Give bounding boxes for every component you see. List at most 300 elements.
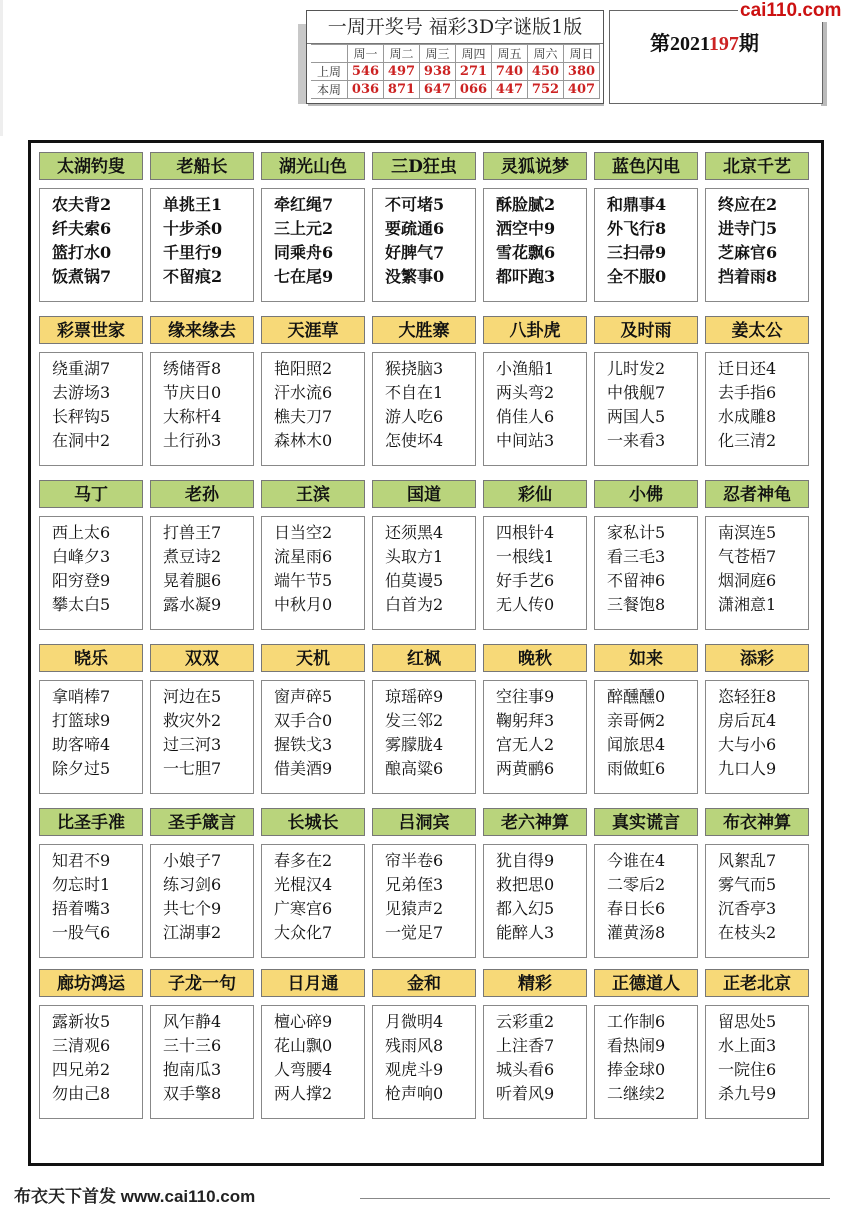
riddle-author: 蓝色闪电 (594, 152, 698, 180)
riddle-cell (705, 808, 809, 942)
riddle-author: 廊坊鸿运 (39, 969, 143, 997)
riddle-line: 共七个9 (163, 899, 222, 918)
riddle-line: 看三毛3 (607, 547, 666, 566)
riddle-author: 北京千艺 (705, 152, 809, 180)
riddle-cell (261, 316, 365, 450)
riddle-author: 晓乐 (39, 644, 143, 672)
riddle-author: 八卦虎 (483, 316, 587, 344)
riddle-line: 纤夫索6 (52, 219, 112, 238)
riddle-line: 中俄舰7 (607, 383, 666, 402)
riddle-body (372, 352, 476, 466)
draw-number: 036 (348, 81, 384, 99)
riddle-line: 芝麻官6 (718, 243, 778, 262)
riddle-line: 双手合0 (274, 711, 333, 730)
riddle-line: 大称杆4 (163, 407, 222, 426)
riddle-line: 抱南瓜3 (163, 1060, 222, 1079)
riddle-line: 过三河3 (163, 735, 222, 754)
riddle-cell (150, 152, 254, 286)
riddle-author: 比圣手准 (39, 808, 143, 836)
riddle-author: 老孙 (150, 480, 254, 508)
riddle-author: 小佛 (594, 480, 698, 508)
riddle-line: 帘半卷6 (385, 851, 444, 870)
riddle-line: 化三清2 (718, 431, 777, 450)
riddle-line: 气苍梧7 (718, 547, 777, 566)
riddle-line: 广寒宫6 (274, 899, 333, 918)
riddle-line: 风乍静4 (163, 1012, 222, 1031)
riddle-cell (261, 480, 365, 614)
riddle-line: 家私计5 (607, 523, 666, 542)
riddle-cell (150, 480, 254, 614)
riddle-author: 姜太公 (705, 316, 809, 344)
riddle-line: 流星雨6 (274, 547, 333, 566)
draw-number: 271 (456, 63, 492, 81)
riddle-line: 南溟连5 (718, 523, 777, 542)
riddle-line: 攀太白5 (52, 595, 111, 614)
riddle-cell (39, 644, 143, 778)
riddle-body (39, 516, 143, 630)
header-shadow (298, 24, 306, 104)
riddle-author: 老六神算 (483, 808, 587, 836)
riddle-line: 露水凝9 (163, 595, 222, 614)
riddle-body (261, 844, 365, 958)
riddle-line: 艳阳照2 (274, 359, 333, 378)
riddle-line: 双手擎8 (163, 1084, 222, 1103)
riddle-cell (372, 316, 476, 450)
this-week-row (311, 81, 600, 99)
riddle-line: 烟洞庭6 (718, 571, 777, 590)
riddle-body (261, 680, 365, 794)
riddle-body (39, 188, 143, 302)
riddle-line: 打篮球9 (52, 711, 111, 730)
riddle-line: 进寺门5 (718, 219, 778, 238)
riddle-line: 能醉人3 (496, 923, 555, 942)
riddle-line: 迁日还4 (718, 359, 777, 378)
riddle-line: 两国人5 (607, 407, 666, 426)
riddle-line: 晃着腿6 (163, 571, 222, 590)
riddle-line: 河边在5 (163, 687, 222, 706)
draw-number: 497 (384, 63, 420, 81)
riddle-line: 上注香7 (496, 1036, 555, 1055)
riddle-cell (372, 969, 476, 1103)
riddle-line: 三餐饱8 (607, 595, 666, 614)
riddle-line: 不留痕2 (163, 267, 223, 286)
riddle-line: 煮豆诗2 (163, 547, 222, 566)
riddle-line: 花山飘0 (274, 1036, 333, 1055)
riddle-line: 在洞中2 (52, 431, 111, 450)
riddle-cell (372, 808, 476, 942)
riddle-line: 单挑王1 (163, 195, 223, 214)
riddle-line: 白峰夕3 (52, 547, 111, 566)
riddle-author: 彩仙 (483, 480, 587, 508)
riddle-author: 真实谎言 (594, 808, 698, 836)
riddle-cell (705, 316, 809, 450)
draw-number: 447 (492, 81, 528, 99)
riddle-line: 捂着嘴3 (52, 899, 111, 918)
riddle-line: 小娘子7 (163, 851, 222, 870)
draw-number: 871 (384, 81, 420, 99)
riddle-line: 三十三6 (163, 1036, 222, 1055)
riddle-body (483, 188, 587, 302)
issue-box (609, 10, 823, 104)
riddle-cell (150, 316, 254, 450)
riddle-line: 发三邻2 (385, 711, 444, 730)
riddle-line: 看热闹9 (607, 1036, 666, 1055)
riddle-author: 大胜寨 (372, 316, 476, 344)
day-label: 周六 (528, 45, 564, 63)
riddle-line: 捧金球0 (607, 1060, 666, 1079)
riddle-line: 七在尾9 (274, 267, 334, 286)
riddle-author: 长城长 (261, 808, 365, 836)
riddle-author: 天机 (261, 644, 365, 672)
riddle-author: 日月通 (261, 969, 365, 997)
riddle-body (594, 844, 698, 958)
riddle-line: 不留神6 (607, 571, 666, 590)
riddle-author: 红枫 (372, 644, 476, 672)
day-label: 周四 (456, 45, 492, 63)
riddle-cell (39, 480, 143, 614)
riddle-line: 猴挠脑3 (385, 359, 444, 378)
riddle-line: 二零后2 (607, 875, 666, 894)
riddle-line: 人弯腰4 (274, 1060, 333, 1079)
riddle-line: 饭煮锅7 (52, 267, 112, 286)
riddle-author: 及时雨 (594, 316, 698, 344)
riddle-body (594, 680, 698, 794)
draw-number: 407 (564, 81, 600, 99)
riddle-body (483, 1005, 587, 1119)
riddle-author: 灵狐说梦 (483, 152, 587, 180)
riddle-cell (705, 152, 809, 286)
riddle-line: 三清观6 (52, 1036, 111, 1055)
riddle-cell (705, 969, 809, 1103)
riddle-author: 添彩 (705, 644, 809, 672)
riddle-body (594, 188, 698, 302)
riddle-body (705, 1005, 809, 1119)
riddle-line: 犹自得9 (496, 851, 555, 870)
riddle-line: 云彩重2 (496, 1012, 555, 1031)
day-label: 周一 (348, 45, 384, 63)
riddle-line: 洒空中9 (496, 219, 556, 238)
riddle-line: 雪花飘6 (496, 243, 556, 262)
riddle-body (150, 352, 254, 466)
riddle-author: 如来 (594, 644, 698, 672)
riddle-line: 宫无人2 (496, 735, 555, 754)
riddle-author: 精彩 (483, 969, 587, 997)
riddle-line: 练习剑6 (163, 875, 222, 894)
riddle-cell (483, 808, 587, 942)
riddle-author: 忍者神龟 (705, 480, 809, 508)
riddle-body (372, 844, 476, 958)
riddle-line: 四根针4 (496, 523, 555, 542)
riddle-line: 还须黑4 (385, 523, 444, 542)
riddle-body (705, 516, 809, 630)
riddle-cell (372, 644, 476, 778)
riddle-line: 恣轻狂8 (718, 687, 777, 706)
riddle-line: 森林木0 (274, 431, 333, 450)
riddle-line: 伯莫谩5 (385, 571, 444, 590)
riddle-line: 檀心碎9 (274, 1012, 333, 1031)
riddle-body (372, 516, 476, 630)
riddle-line: 灌黄汤8 (607, 923, 666, 942)
riddle-line: 窗声碎5 (274, 687, 333, 706)
riddle-line: 酥脸腻2 (496, 195, 556, 214)
riddle-author: 金和 (372, 969, 476, 997)
riddle-line: 一来看3 (607, 431, 666, 450)
riddle-line: 好手艺6 (496, 571, 555, 590)
riddle-line: 无人传0 (496, 595, 555, 614)
riddle-cell (483, 152, 587, 286)
riddle-line: 春日长6 (607, 899, 666, 918)
riddle-cell (483, 480, 587, 614)
riddle-cell (39, 969, 143, 1103)
riddle-cell (372, 480, 476, 614)
draw-number: 647 (420, 81, 456, 99)
riddle-line: 亲哥俩2 (607, 711, 666, 730)
riddle-author: 湖光山色 (261, 152, 365, 180)
riddle-line: 不自在1 (385, 383, 444, 402)
riddle-cell (150, 969, 254, 1103)
riddle-line: 除夕过5 (52, 759, 111, 778)
riddle-body (39, 844, 143, 958)
riddle-line: 大与小6 (718, 735, 777, 754)
riddle-line: 今谁在4 (607, 851, 666, 870)
riddle-body (705, 844, 809, 958)
riddle-cell (594, 644, 698, 778)
riddle-line: 房后瓦4 (718, 711, 777, 730)
riddle-line: 雾朦胧4 (385, 735, 444, 754)
riddle-body (483, 516, 587, 630)
riddle-line: 助客啼4 (52, 735, 111, 754)
riddle-author: 晚秋 (483, 644, 587, 672)
riddle-line: 怎使坏4 (385, 431, 444, 450)
riddle-body (150, 516, 254, 630)
draw-number: 752 (528, 81, 564, 99)
day-label: 周三 (420, 45, 456, 63)
riddle-cell (39, 316, 143, 450)
riddle-cell (150, 808, 254, 942)
riddle-line: 一股气6 (52, 923, 111, 942)
riddle-line: 残雨风8 (385, 1036, 444, 1055)
riddle-line: 俏佳人6 (496, 407, 555, 426)
riddle-line: 江湖事2 (163, 923, 222, 942)
riddle-author: 双双 (150, 644, 254, 672)
riddle-author: 老船长 (150, 152, 254, 180)
riddle-line: 雾气而5 (718, 875, 777, 894)
riddle-line: 一七胆7 (163, 759, 222, 778)
riddle-body (372, 188, 476, 302)
riddle-line: 头取方1 (385, 547, 444, 566)
riddle-line: 千里行9 (163, 243, 223, 262)
riddle-line: 全不服0 (607, 267, 667, 286)
riddle-cell (261, 808, 365, 942)
riddle-cell (483, 316, 587, 450)
riddle-line: 见猿声2 (385, 899, 444, 918)
draw-number: 066 (456, 81, 492, 99)
riddle-line: 都入幻5 (496, 899, 555, 918)
riddle-line: 大众化7 (274, 923, 333, 942)
riddle-line: 雨做虹6 (607, 759, 666, 778)
riddle-author: 王滨 (261, 480, 365, 508)
riddle-cell (594, 808, 698, 942)
draw-number: 546 (348, 63, 384, 81)
riddle-line: 游人吃6 (385, 407, 444, 426)
riddle-author: 正老北京 (705, 969, 809, 997)
last-week-row (311, 63, 600, 81)
riddle-body (372, 680, 476, 794)
riddle-author: 正德道人 (594, 969, 698, 997)
riddle-line: 空往事9 (496, 687, 555, 706)
riddle-cell (261, 152, 365, 286)
riddle-line: 沉香亭3 (718, 899, 777, 918)
riddle-line: 都吓跑3 (496, 267, 556, 286)
riddle-line: 同乘舟6 (274, 243, 334, 262)
riddle-author: 三D狂虫 (372, 152, 476, 180)
riddle-line: 听着风9 (496, 1084, 555, 1103)
riddle-line: 终应在2 (718, 195, 778, 214)
last-week-label: 上周 (311, 63, 348, 81)
riddle-body (150, 844, 254, 958)
riddle-body (594, 516, 698, 630)
riddle-cell (261, 644, 365, 778)
riddle-line: 风絮乱7 (718, 851, 777, 870)
riddle-cell (39, 808, 143, 942)
riddle-line: 打兽王7 (163, 523, 222, 542)
riddle-author: 太湖钓叟 (39, 152, 143, 180)
riddle-line: 日当空2 (274, 523, 333, 542)
riddle-line: 篮打水0 (52, 243, 112, 262)
riddle-line: 勿忘时1 (52, 875, 111, 894)
riddle-line: 知君不9 (52, 851, 111, 870)
riddle-line: 三扫帚9 (607, 243, 667, 262)
riddle-line: 两黄鹂6 (496, 759, 555, 778)
riddle-line: 去游场3 (52, 383, 111, 402)
riddle-line: 枪声响0 (385, 1084, 444, 1103)
riddle-body (39, 352, 143, 466)
riddle-body (261, 188, 365, 302)
riddle-line: 一觉足7 (385, 923, 444, 942)
riddle-line: 醉醺醺0 (607, 687, 666, 706)
riddle-body (372, 1005, 476, 1119)
riddle-line: 去手指6 (718, 383, 777, 402)
riddle-line: 牵红绳7 (274, 195, 334, 214)
riddle-cell (594, 316, 698, 450)
riddle-author: 圣手箴言 (150, 808, 254, 836)
draw-number: 938 (420, 63, 456, 81)
riddle-line: 水上面3 (718, 1036, 777, 1055)
riddle-line: 城头看6 (496, 1060, 555, 1079)
riddle-line: 水成雕8 (718, 407, 777, 426)
draw-number: 380 (564, 63, 600, 81)
riddle-line: 儿时发2 (607, 359, 666, 378)
riddle-line: 外飞行8 (607, 219, 667, 238)
corner-cell (311, 45, 348, 63)
riddle-body (594, 352, 698, 466)
riddle-cell (705, 480, 809, 614)
riddle-body (261, 516, 365, 630)
riddle-line: 鞠躬拜3 (496, 711, 555, 730)
draw-results-table (311, 44, 600, 99)
riddle-body (705, 680, 809, 794)
riddle-cell (594, 480, 698, 614)
riddle-body (594, 1005, 698, 1119)
riddle-line: 端午节5 (274, 571, 333, 590)
this-week-label: 本周 (311, 81, 348, 99)
day-label: 周日 (564, 45, 600, 63)
riddle-cell (39, 152, 143, 286)
riddle-line: 春多在2 (274, 851, 333, 870)
riddle-body (261, 352, 365, 466)
riddle-line: 三上元2 (274, 219, 334, 238)
riddle-author: 国道 (372, 480, 476, 508)
riddle-body (483, 352, 587, 466)
riddle-line: 土行孙3 (163, 431, 222, 450)
riddle-line: 观虎斗9 (385, 1060, 444, 1079)
riddle-cell (150, 644, 254, 778)
riddle-line: 一院住6 (718, 1060, 777, 1079)
riddle-author: 天涯草 (261, 316, 365, 344)
riddle-author: 吕洞宾 (372, 808, 476, 836)
riddle-line: 和鼎事4 (607, 195, 667, 214)
riddle-body (150, 680, 254, 794)
riddle-line: 农夫背2 (52, 195, 112, 214)
days-row (311, 45, 600, 63)
riddle-body (483, 844, 587, 958)
day-label: 周二 (384, 45, 420, 63)
riddle-line: 四兄弟2 (52, 1060, 111, 1079)
riddle-line: 救把思0 (496, 875, 555, 894)
riddle-line: 留思处5 (718, 1012, 777, 1031)
riddle-line: 杀九号9 (718, 1084, 777, 1103)
riddle-line: 中间站3 (496, 431, 555, 450)
site-logo[interactable]: cai110.com (740, 0, 842, 21)
riddle-line: 阳穷登9 (52, 571, 111, 590)
riddle-line: 西上太6 (52, 523, 111, 542)
riddle-line: 在枝头2 (718, 923, 777, 942)
riddle-body (150, 1005, 254, 1119)
riddle-line: 挡着雨8 (718, 267, 778, 286)
riddle-line: 九口人9 (718, 759, 777, 778)
riddle-line: 勿由己8 (52, 1084, 111, 1103)
riddle-line: 露新妆5 (52, 1012, 111, 1031)
riddle-line: 光棍汉4 (274, 875, 333, 894)
riddle-line: 小渔船1 (496, 359, 555, 378)
riddle-line: 要疏通6 (385, 219, 445, 238)
riddle-cell (594, 969, 698, 1103)
riddle-body (150, 188, 254, 302)
riddle-line: 没繁事0 (385, 267, 445, 286)
header-title: 一周开奖号 福彩3D字谜版1版 (307, 11, 603, 44)
riddle-line: 二继续2 (607, 1084, 666, 1103)
riddle-line: 工作制6 (607, 1012, 666, 1031)
riddle-line: 汗水流6 (274, 383, 333, 402)
riddle-line: 借美酒9 (274, 759, 333, 778)
riddle-author: 马丁 (39, 480, 143, 508)
riddle-line: 拿哨棒7 (52, 687, 111, 706)
riddle-line: 长秤钩5 (52, 407, 111, 426)
riddle-body (705, 188, 809, 302)
riddle-line: 好脾气7 (385, 243, 445, 262)
riddle-line: 救灾外2 (163, 711, 222, 730)
footer-rule (360, 1198, 830, 1199)
riddle-line: 握铁戈3 (274, 735, 333, 754)
riddle-body (705, 352, 809, 466)
riddle-author: 缘来缘去 (150, 316, 254, 344)
draw-results-box (306, 10, 604, 104)
riddle-author: 布衣神算 (705, 808, 809, 836)
riddle-line: 闻旅思4 (607, 735, 666, 754)
riddle-line: 十步杀0 (163, 219, 223, 238)
riddle-body (261, 1005, 365, 1119)
riddle-line: 节庆日0 (163, 383, 222, 402)
